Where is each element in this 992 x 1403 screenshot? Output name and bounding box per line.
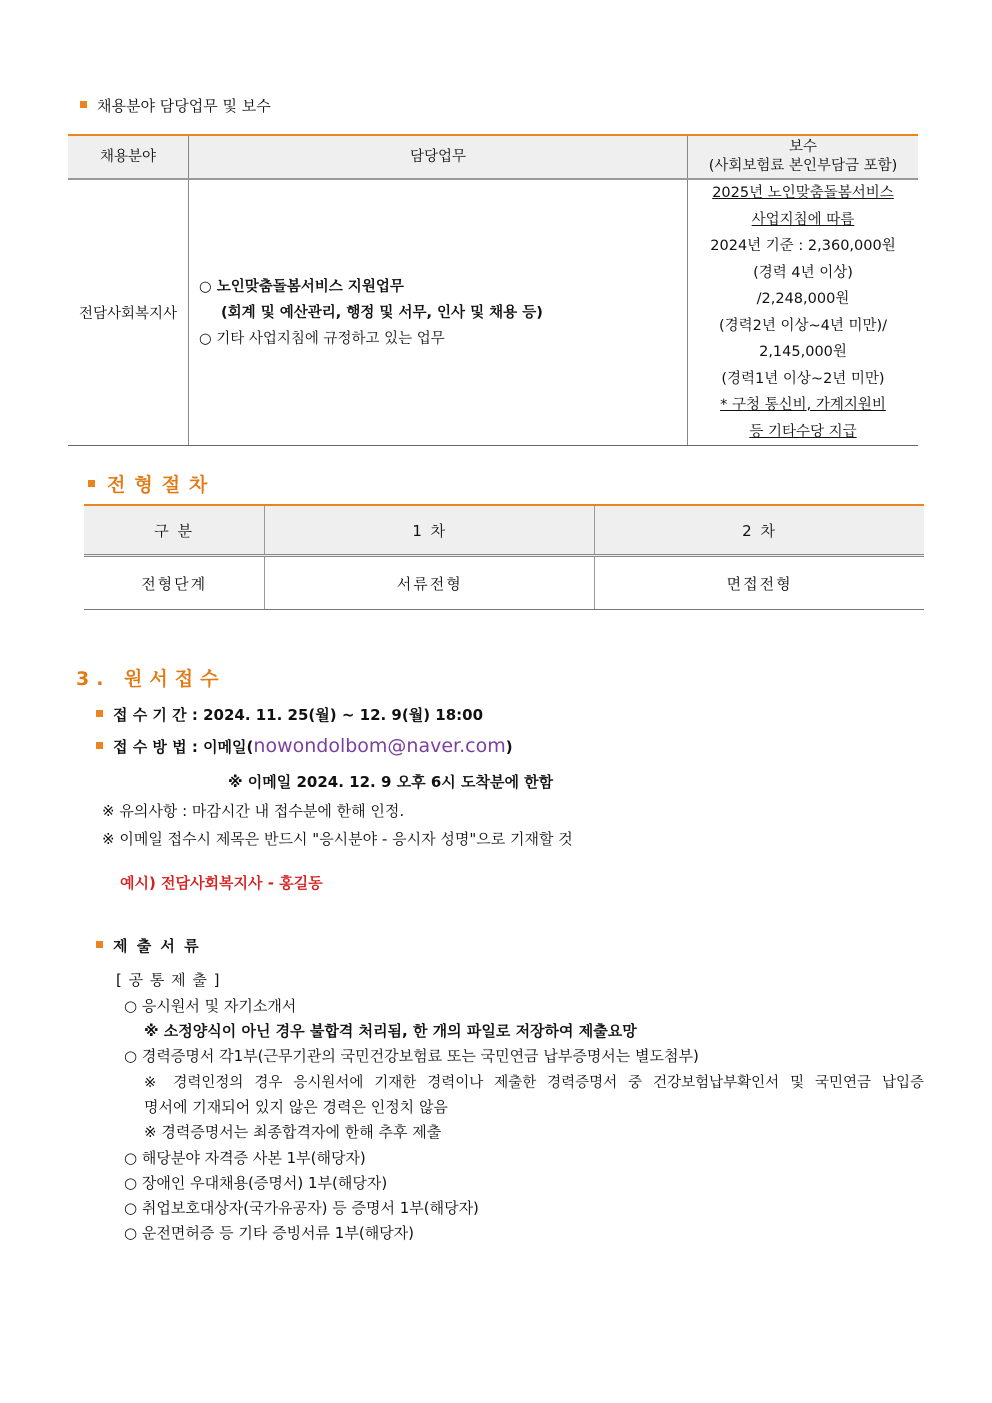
square-bullet-icon — [96, 941, 103, 948]
document-item: ○ 취업보호대상자(국가유공자) 등 증명서 1부(해당자) — [124, 1199, 479, 1217]
document-note: ※ 경력증명서는 최종합격자에 한해 추후 제출 — [144, 1123, 442, 1141]
email-link[interactable]: nowondolbom@naver.com — [253, 735, 506, 757]
header-field: 채용분야 — [68, 135, 189, 179]
pay-line: 2024년 기준 : 2,360,000원 — [710, 238, 896, 254]
duty-line: (회계 및 예산관리, 행정 및 서무, 인사 및 채용 등) — [221, 304, 543, 321]
pay-line: 2,145,000원 — [759, 344, 847, 360]
cell-document-screening: 서류전형 — [265, 556, 595, 610]
section-heading-documents: 제 출 서 류 — [96, 935, 201, 956]
square-bullet-icon — [88, 480, 95, 487]
pay-line: 사업지침에 따름 — [751, 211, 855, 228]
header-category: 구 분 — [84, 505, 265, 556]
example-subject: 예시) 전담사회복지사 - 홍길동 — [120, 874, 323, 892]
document-note: ※ 경력인정의 경우 응시원서에 기재한 경력이나 제출한 경력증명서 중 건강보험납부확인서 및 국민연금 납입증 — [144, 1075, 924, 1091]
section-heading-recruitment: 채용분야 담당업무 및 보수 — [80, 95, 271, 116]
section-heading-selection: 전형절차 — [88, 470, 216, 497]
application-period: 접 수 기 간 : 2024. 11. 25(월) ~ 12. 9(월) 18:00 — [96, 704, 483, 725]
application-method: 접 수 방 법 : 이메일(nowondolbom@naver.com) — [96, 735, 513, 757]
pay-line: 2025년 노인맞춤돌봄서비스 — [712, 185, 894, 201]
document-item: ○ 운전면허증 등 기타 증빙서류 1부(해당자) — [124, 1224, 415, 1242]
square-bullet-icon — [96, 742, 103, 749]
cell-duties — [189, 179, 688, 446]
header-round-2: 2 차 — [595, 505, 924, 556]
square-bullet-icon — [80, 101, 87, 108]
pay-line: (경력1년 이상~2년 미만) — [721, 370, 885, 387]
recruitment-table — [68, 134, 918, 446]
square-bullet-icon — [96, 710, 103, 717]
pay-line: /2,248,000원 — [756, 291, 850, 307]
section-heading-application: 3. 원서접수 — [76, 668, 226, 690]
document-item: ○ 경력증명서 각1부(근무기관의 국민건강보험료 또는 국민연금 납부증명서는 별도첨부) — [124, 1047, 699, 1065]
header-duty: 담당업무 — [189, 135, 688, 179]
cell-stage: 전형단계 — [84, 556, 265, 610]
document-item: ○ 해당분야 자격증 사본 1부(해당자) — [124, 1149, 366, 1167]
document-item: ○ 응시원서 및 자기소개서 — [124, 997, 297, 1015]
document-item: ○ 장애인 우대채용(증명서) 1부(해당자) — [124, 1174, 388, 1192]
document-note: 명서에 기재되어 있지 않은 경력은 인정치 않음 — [144, 1098, 448, 1116]
header-round-1: 1 차 — [265, 505, 595, 556]
common-documents-label: [ 공 통 제 출 ] — [116, 971, 221, 989]
note-deadline: ※ 유의사항 : 마감시간 내 접수분에 한해 인정. — [102, 802, 405, 820]
pay-line: 등 기타수당 지급 — [749, 423, 857, 440]
header-pay: 보수 (사회보험료 본인부담금 포함) — [688, 135, 919, 179]
pay-line: (경력 4년 이상) — [753, 264, 853, 281]
document-note: ※ 소정양식이 아닌 경우 불합격 처리됨, 한 개의 파일로 저장하여 제출요망 — [144, 1022, 637, 1040]
selection-table — [84, 504, 924, 610]
pay-line: (경력2년 이상~4년 미만)/ — [718, 317, 888, 334]
duty-line: ○ 노인맞춤돌봄서비스 지원업무 — [199, 278, 404, 295]
cell-field: 전담사회복지사 — [68, 179, 189, 446]
cell-pay — [688, 179, 919, 446]
email-deadline-note: ※ 이메일 2024. 12. 9 오후 6시 도착분에 한함 — [228, 773, 554, 791]
pay-line: * 구청 통신비, 가계지원비 — [720, 397, 886, 413]
duty-line: ○ 기타 사업지침에 규정하고 있는 업무 — [199, 330, 445, 347]
cell-interview: 면접전형 — [595, 556, 924, 610]
note-subject: ※ 이메일 접수시 제목은 반드시 "응시분야 - 응시자 성명"으로 기재할 것 — [102, 830, 573, 848]
